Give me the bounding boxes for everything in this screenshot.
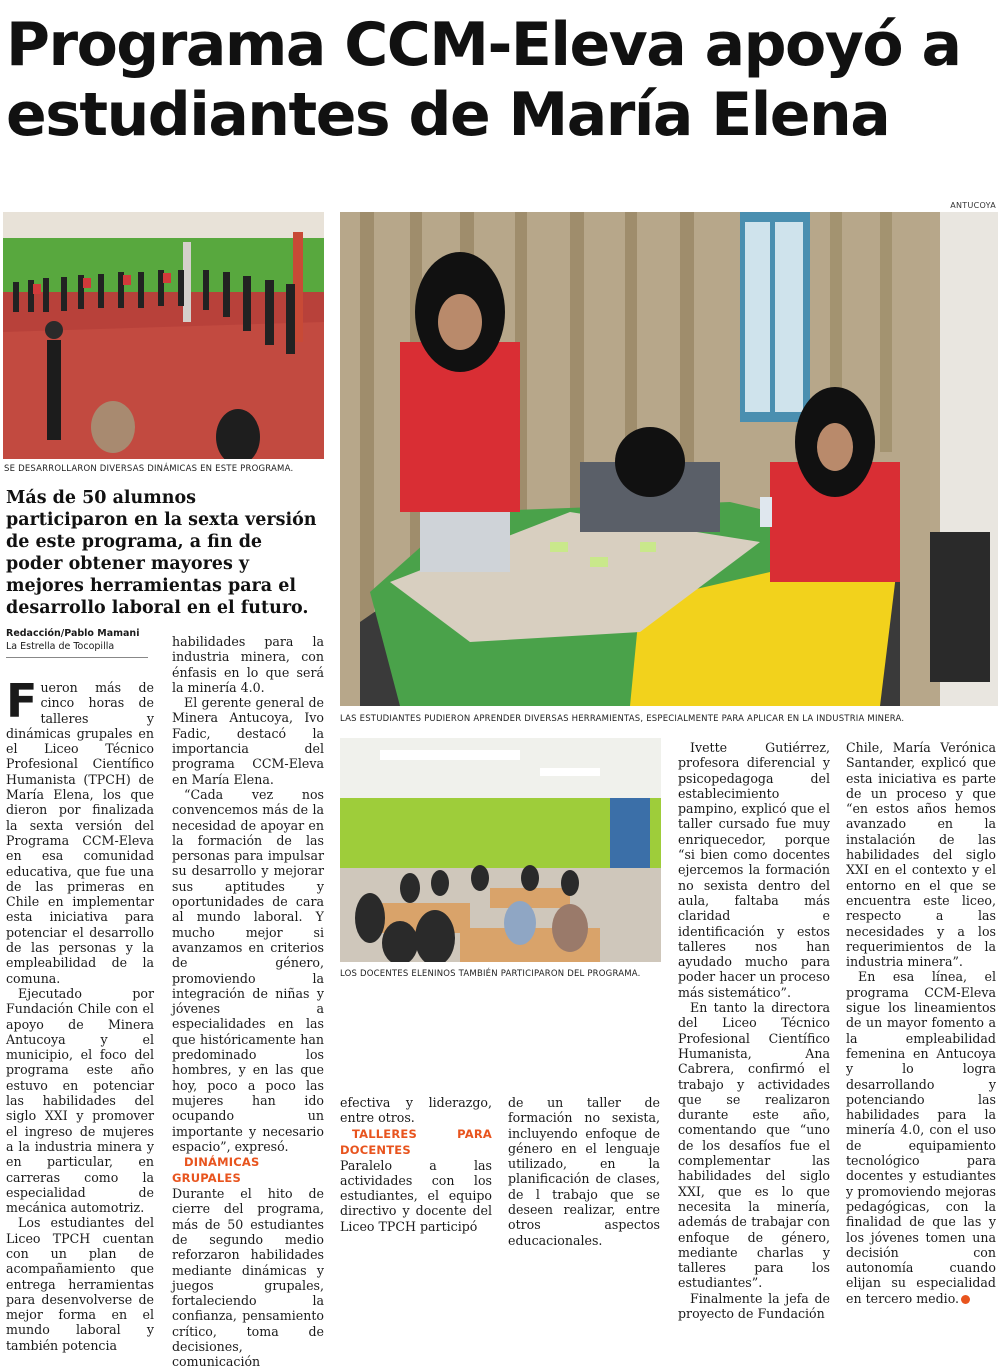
- body-column-6: [846, 740, 996, 1306]
- body-paragraph: Durante el hito de cierre del programa, más de 50 estudiantes de segundo medio reforzaron habilidades mediante dinámicas y juegos grupales, fortaleciendo la confianza, pensamiento crítico, toma de decisiones, comunicación: [172, 1186, 324, 1370]
- headline: Programa CCM-Eleva apoyó a estudiantes de María Elena: [6, 10, 961, 150]
- dropcap: F: [6, 674, 38, 728]
- lead-paragraph: Más de 50 alumnos participaron en la sexta versión de este programa, a fin de poder obtener mayores y mejores herramientas para el desarrollo laboral en el futuro.: [6, 488, 317, 618]
- byline-author: Redacción/Pablo Mamani: [6, 628, 140, 639]
- body-column-4: [508, 1095, 660, 1248]
- body-paragraph: Chile, María Verónica Santander, explicó que esta iniciativa es parte de un proceso y que “en estos años hemos avanzado en la instalación de las habilidades del siglo XXI en el contexto y el entorno en el que se encuentra este liceo, respecto a las necesidades y a los requerimientos de la industria minera”.: [846, 740, 996, 970]
- body-paragraph: Ivette Gutiérrez, profesora diferencial y psicopedagoga del establecimiento pampino, explicó que el taller cursado fue muy enriquecedor, porque “si bien como docentes ejercemos la formación no sexista dentro del aula, faltaba más claridad e identificación y estos talleres nos han ayudado mucho para poder hacer un proceso más sistemático”.: [678, 740, 830, 1000]
- body-column-5: [678, 740, 830, 1321]
- photo-dynamics: [3, 212, 324, 459]
- body-paragraph: Paralelo a las actividades con los estudiantes, el equipo directivo y docente del Liceo TPCH participó: [340, 1157, 492, 1234]
- body-column-3: [340, 1095, 492, 1234]
- caption-dynamics: SE DESARROLLARON DIVERSAS DINÁMICAS EN ESTE PROGRAMA.: [4, 464, 294, 474]
- subhead-dinamicas: DINÁMICAS GRUPALES: [172, 1155, 260, 1186]
- byline: [6, 627, 148, 658]
- body-paragraph: Finalmente la jefa de proyecto de Fundación: [678, 1290, 830, 1321]
- body-paragraph: En tanto la directora del Liceo Técnico Profesional Científico Humanista, Ana Cabrera, confirmó el trabajo y actividades que se realizaron durante este año, comentando que “uno de los desafíos fue el complementar las habilidades del siglo XXI, que es lo que necesita la minería, además de trabajar con enfoque de género, mediante charlas y talleres para los estudiantes”.: [678, 1000, 830, 1291]
- photo-students-main: [340, 212, 998, 706]
- caption-teachers: LOS DOCENTES ELENINOS TAMBIÉN PARTICIPARON DEL PROGRAMA.: [340, 969, 641, 979]
- end-mark-icon: [961, 1295, 970, 1304]
- body-paragraph: Ejecutado por Fundación Chile con el apoyo de Minera Antucoya y el municipio, el foco del programa este año estuvo en potenciar las habilidades del siglo XXI y promover el ingreso de mujeres a la industria minera y en particular, en carreras como la especialidad de mecánica automotriz.: [6, 985, 154, 1216]
- body-paragraph: El gerente general de Minera Antucoya, Ivo Fadic, destacó la importancia del programa CCM-Eleva en María Elena.: [172, 695, 324, 787]
- body-column-2: [172, 634, 324, 1370]
- body-paragraph: “Cada vez nos convencemos más de la necesidad de apoyar en la formación de las personas para impulsar su desarrollo y mejorar sus aptitudes y oportunidades de cara al mundo laboral. Y mucho mejor si avanzamos en criterios de género, promoviendo la integración de niñas y jóvenes a especialidades en las que históricamente han predominado los hombres, y en las que hoy, poco a poco las mujeres han ido ocupando un importante y necesario espacio”, expresó.: [172, 786, 324, 1154]
- byline-outlet: La Estrella de Tocopilla: [6, 641, 115, 652]
- body-paragraph: Los estudiantes del Liceo TPCH cuentan con un plan de acompañamiento que entrega herramientas para desenvolverse de mejor forma en el mundo laboral y también potencia: [6, 1215, 154, 1353]
- caption-main: LAS ESTUDIANTES PUDIERON APRENDER DIVERSAS HERRAMIENTAS, ESPECIALMENTE PARA APLICAR EN LA INDUSTRIA MINERA.: [340, 714, 905, 724]
- body-text: En esa línea, el programa CCM-Eleva sigue los lineamientos de un mayor fomento a la empleabilidad femenina en Antucoya y lo logra desarrollando y potenciando las habilidades para la minería 4.0, con el uso de equipamiento tecnológico para docentes y estudiantes y promoviendo mejoras pedagógicas, con la finalidad de que las y los jóvenes tomen una decisión con autonomía cuando elijan su especialidad en tercero medio.: [846, 969, 996, 1306]
- body-paragraph: habilidades para la industria minera, con énfasis en lo que será la minería 4.0.: [172, 634, 324, 695]
- body-paragraph: [846, 969, 996, 1306]
- photo-teachers: [340, 738, 661, 962]
- body-paragraph: efectiva y liderazgo, entre otros.: [340, 1095, 492, 1126]
- body-paragraph: ueron más de cinco horas de talleres y dinámicas grupales en el Liceo Técnico Profesional Científico Humanista (TPCH) de María Elena, los que dieron por finalizada la sexta versión del Programa CCM-Eleva en esa comunidad educativa, que fue una de las primeras en Chile en implementar esta iniciativa para potenciar el desarrollo de las personas y la empleabilidad de la comuna.: [6, 680, 154, 986]
- body-column-1: [6, 674, 154, 1353]
- subhead-talleres: TALLERES PARA DOCENTES: [340, 1126, 492, 1157]
- photo-credit: ANTUCOYA: [950, 201, 996, 210]
- body-paragraph: de un taller de formación no sexista, incluyendo enfoque de género en el lenguaje utilizado, en la planificación de clases, de l trabajo que se deseen realizar, entre otros aspectos educacionales.: [508, 1095, 660, 1248]
